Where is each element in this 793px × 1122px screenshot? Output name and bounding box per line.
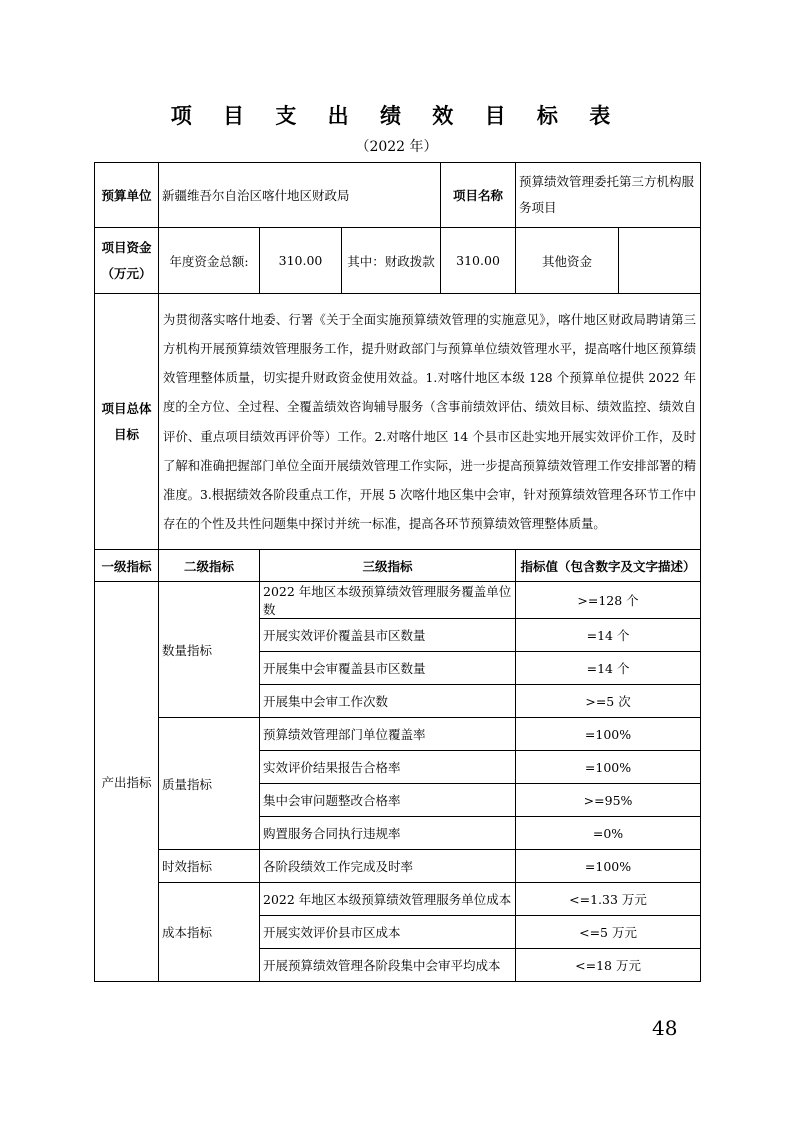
indicator-value: =100% <box>516 751 701 784</box>
page-number: 48 <box>652 1016 678 1040</box>
level2-timeliness: 时效指标 <box>159 850 260 883</box>
indicator-row <box>95 718 701 751</box>
indicator-value: >=128 个 <box>516 582 701 619</box>
indicator-item: 开展实效评价覆盖县市区数量 <box>260 619 516 652</box>
fiscal-label: 其中：财政拨款 <box>342 228 441 294</box>
indicator-item: 购置服务合同执行违规率 <box>260 817 516 850</box>
indicator-value: =14 个 <box>516 652 701 685</box>
fiscal-value: 310.00 <box>441 228 516 294</box>
indicator-value: =14 个 <box>516 619 701 652</box>
annual-total-label: 年度资金总额: <box>159 228 260 294</box>
indicator-row <box>95 883 701 916</box>
indicator-item: 开展实效评价县市区成本 <box>260 916 516 949</box>
other-funds-value <box>619 228 701 294</box>
header-level3: 三级指标 <box>260 550 516 582</box>
indicator-item: 开展集中会审覆盖县市区数量 <box>260 652 516 685</box>
indicator-value: =0% <box>516 817 701 850</box>
other-funds-label: 其他资金 <box>516 228 619 294</box>
budget-unit-value: 新疆维吾尔自治区喀什地区财政局 <box>159 163 441 228</box>
funds-label: 项目资金（万元） <box>95 228 159 294</box>
indicator-value: =100% <box>516 718 701 751</box>
indicator-item: 各阶段绩效工作完成及时率 <box>260 850 516 883</box>
objective-text: 为贯彻落实喀什地委、行署《关于全面实施预算绩效管理的实施意见》，喀什地区财政局聘请第三方机构开展预算绩效管理服务工作，提升财政部门与预算单位绩效管理水平，提高喀什地区预算绩效管理整体质量，切实提升财政资金使用效益。1.对喀什地区本级 128 个预算单位提供 2022 年度的全方位、全过程、全覆盖绩效咨询辅导服务（含事前绩效评估、绩效目标、绩效监控、绩效自评价、重点项目绩效再评价等）工作。2.对喀什地区 14 个县市区赴实地开展实效评价工作，及时了解和准确把握部门单位全面开展绩效管理工作实际，进一步提高预算绩效管理工作安排部署的精准度。3.根据绩效各阶段重点工作，开展 5 次喀什地区集中会审，针对预算绩效管理各环节工作中存在的个性及共性问题集中探讨并统一标准，提高各环节预算绩效管理整体质量。 <box>159 294 701 550</box>
header-level1: 一级指标 <box>95 550 159 582</box>
performance-target-table <box>94 162 701 982</box>
budget-unit-label: 预算单位 <box>95 163 159 228</box>
indicator-item: 开展集中会审工作次数 <box>260 685 516 718</box>
objective-label: 项目总体目标 <box>95 294 159 550</box>
indicator-value: =100% <box>516 850 701 883</box>
indicator-item: 2022 年地区本级预算绩效管理服务覆盖单位数 <box>260 582 516 619</box>
indicator-row <box>95 582 701 619</box>
indicator-value: <=5 万元 <box>516 916 701 949</box>
indicator-item: 2022 年地区本级预算绩效管理服务单位成本 <box>260 883 516 916</box>
header-value: 指标值（包含数字及文字描述） <box>516 550 701 582</box>
page-year: （2022 年） <box>355 139 438 155</box>
indicator-row <box>95 850 701 883</box>
level1-output: 产出指标 <box>95 582 159 982</box>
indicator-value: <=18 万元 <box>516 949 701 982</box>
page-title: 项 目 支 出 绩 效 目 标 表 <box>170 103 623 128</box>
level2-quantity: 数量指标 <box>159 582 260 718</box>
indicator-item: 开展预算绩效管理各阶段集中会审平均成本 <box>260 949 516 982</box>
annual-total-value: 310.00 <box>260 228 342 294</box>
project-name-label: 项目名称 <box>441 163 516 228</box>
level2-quality: 质量指标 <box>159 718 260 850</box>
project-name-value: 预算绩效管理委托第三方机构服务项目 <box>516 163 701 228</box>
level2-cost: 成本指标 <box>159 883 260 982</box>
indicator-item: 集中会审问题整改合格率 <box>260 784 516 817</box>
header-level2: 二级指标 <box>159 550 260 582</box>
indicator-value: <=1.33 万元 <box>516 883 701 916</box>
indicator-value: >=5 次 <box>516 685 701 718</box>
indicator-item: 预算绩效管理部门单位覆盖率 <box>260 718 516 751</box>
indicator-item: 实效评价结果报告合格率 <box>260 751 516 784</box>
indicator-value: >=95% <box>516 784 701 817</box>
